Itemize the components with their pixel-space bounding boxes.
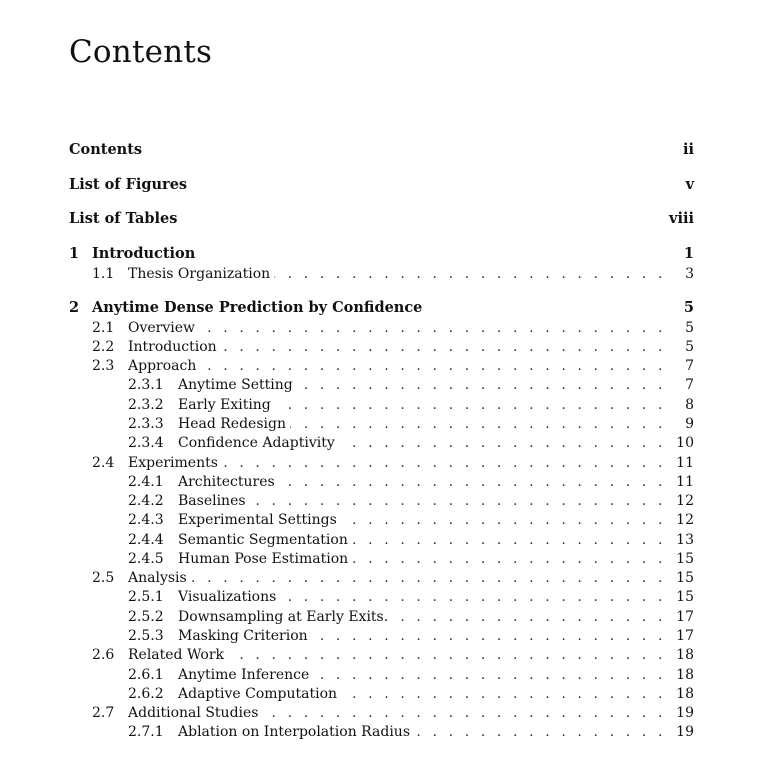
toc-page-number: viii: [669, 210, 694, 227]
page-title: Contents: [69, 34, 213, 70]
toc-leader-dots: [339, 433, 666, 453]
toc-leader-dots: [313, 665, 666, 685]
toc-number: 2.4.3: [128, 512, 164, 528]
toc-label: Anytime Dense Prediction by Confidence: [92, 299, 423, 316]
toc-number: 2.3.2: [128, 397, 164, 413]
toc-label: Baselines: [178, 493, 246, 509]
toc-leader-dots: [312, 626, 666, 646]
toc-page-number: 12: [676, 512, 694, 528]
toc-page-number: 18: [676, 667, 694, 683]
toc-page-number: 15: [676, 570, 694, 586]
toc-page-number: 12: [676, 493, 694, 509]
toc-number: 2.5: [92, 570, 115, 586]
toc-leader-dots: [297, 375, 666, 395]
toc-page-number: 17: [676, 628, 694, 644]
toc-page-number: 19: [676, 705, 694, 721]
toc-page-number: 18: [676, 686, 694, 702]
toc-entry[interactable]: [69, 318, 694, 338]
toc-leader-dots: [275, 395, 666, 415]
toc-page-number: 5: [685, 320, 694, 336]
toc-label: Experimental Settings: [178, 512, 337, 528]
toc-number: 2.1: [92, 320, 115, 336]
toc-page-number: 11: [676, 455, 694, 471]
toc-entry[interactable]: [69, 530, 694, 550]
toc-number: 1.1: [92, 266, 115, 282]
toc-page-number: 17: [676, 609, 694, 625]
toc-entry[interactable]: [69, 684, 694, 704]
toc-front-contents[interactable]: [69, 140, 694, 160]
toc-entry[interactable]: [69, 414, 694, 434]
toc-page-number: 11: [676, 474, 694, 490]
toc-page-number: 5: [685, 339, 694, 355]
toc-number: 2.6.2: [128, 686, 164, 702]
toc-leader-dots: [280, 587, 666, 607]
toc-number: 2: [69, 299, 80, 316]
toc-leader-dots: [222, 453, 666, 473]
toc-label: Additional Studies: [128, 705, 259, 721]
toc-number: 2.6: [92, 647, 115, 663]
toc-number: 2.3.1: [128, 377, 164, 393]
toc-entry[interactable]: [69, 375, 694, 395]
toc-leader-dots: [392, 607, 666, 627]
toc-entry[interactable]: [69, 722, 694, 742]
toc-page-number: 7: [685, 377, 694, 393]
toc-number: 2.4.5: [128, 551, 164, 567]
toc-label: Thesis Organization: [128, 266, 271, 282]
toc-entry[interactable]: [69, 568, 694, 588]
toc-number: 2.3.3: [128, 416, 164, 432]
toc-label: Adaptive Computation: [178, 686, 338, 702]
toc-entry[interactable]: [69, 491, 694, 511]
toc-leader-dots: [274, 264, 666, 284]
toc-entry[interactable]: [69, 510, 694, 530]
toc-entry[interactable]: [69, 626, 694, 646]
toc-label: Ablation on Interpolation Radius: [178, 724, 411, 740]
toc-front-list-of-tables[interactable]: [69, 209, 694, 229]
toc-page-number: ii: [682, 141, 694, 158]
toc-chapter-2[interactable]: [69, 298, 694, 318]
toc-entry[interactable]: [69, 587, 694, 607]
toc-number: 2.4.1: [128, 474, 164, 490]
toc-page-number: 18: [676, 647, 694, 663]
toc-number: 2.4.4: [128, 532, 164, 548]
toc-number: 2.6.1: [128, 667, 164, 683]
toc-label: Analysis: [128, 570, 187, 586]
toc-label: Visualizations: [178, 589, 277, 605]
toc-label: Downsampling at Early Exits.: [178, 609, 389, 625]
toc-leader-dots: [352, 530, 666, 550]
toc-label: List of Figures: [69, 176, 188, 193]
toc-page-number: 13: [676, 532, 694, 548]
toc-number: 2.3: [92, 358, 115, 374]
toc-number: 2.4: [92, 455, 115, 471]
toc-leader-dots: [200, 356, 666, 376]
toc-entry[interactable]: [69, 703, 694, 723]
toc-label: Experiments: [128, 455, 218, 471]
toc-entry[interactable]: [69, 472, 694, 492]
toc-page-number: v: [685, 176, 694, 193]
toc-leader-dots: [341, 684, 666, 704]
toc-label: Confidence Adaptivity: [178, 435, 335, 451]
toc-number: 2.3.4: [128, 435, 164, 451]
toc-label: Introduction: [92, 245, 196, 262]
toc-page-number: 19: [676, 724, 694, 740]
toc-number: 2.7: [92, 705, 115, 721]
toc-entry[interactable]: [69, 453, 694, 473]
toc-leader-dots: [221, 337, 666, 357]
toc-label: Introduction: [128, 339, 217, 355]
toc-leader-dots: [279, 472, 666, 492]
toc-leader-dots: [199, 318, 666, 338]
toc-page-number: 10: [676, 435, 694, 451]
toc-leader-dots: [191, 568, 666, 588]
toc-page-number: 7: [685, 358, 694, 374]
toc-page-number: 15: [676, 589, 694, 605]
toc-entry[interactable]: [69, 356, 694, 376]
toc-page-number: 1: [683, 245, 694, 262]
toc-entry[interactable]: [69, 645, 694, 665]
toc-entry[interactable]: [69, 337, 694, 357]
toc-entry[interactable]: [69, 549, 694, 569]
toc-number: 2.5.3: [128, 628, 164, 644]
toc-label: Masking Criterion: [178, 628, 308, 644]
toc-front-list-of-figures[interactable]: [69, 175, 694, 195]
toc-entry[interactable]: [69, 607, 694, 627]
toc-number: 2.5.1: [128, 589, 164, 605]
toc-page-number: 9: [685, 416, 694, 432]
toc-page-number: 8: [685, 397, 694, 413]
toc-number: 2.4.2: [128, 493, 164, 509]
toc-entry[interactable]: [69, 433, 694, 453]
toc-label: Early Exiting: [178, 397, 271, 413]
toc-label: List of Tables: [69, 210, 178, 227]
toc-leader-dots: [228, 645, 666, 665]
toc-label: Head Redesign: [178, 416, 286, 432]
toc-number: 2.2: [92, 339, 115, 355]
toc-number: 1: [69, 245, 80, 262]
toc-number: 2.5.2: [128, 609, 164, 625]
toc-entry[interactable]: [69, 395, 694, 415]
toc-label: Architectures: [178, 474, 275, 490]
toc-label: Anytime Setting: [178, 377, 293, 393]
toc-page-number: 15: [676, 551, 694, 567]
toc-chapter-1[interactable]: [69, 244, 694, 264]
toc-label: Overview: [128, 320, 196, 336]
toc-number: 2.7.1: [128, 724, 164, 740]
toc-leader-dots: [290, 414, 666, 434]
toc-entry[interactable]: [69, 665, 694, 685]
toc-page-number: 5: [683, 299, 694, 316]
toc-label: Contents: [69, 141, 143, 158]
toc-leader-dots: [250, 491, 666, 511]
toc-page-number: 3: [685, 266, 694, 282]
toc-label: Anytime Inference: [178, 667, 310, 683]
toc-leader-dots: [352, 549, 666, 569]
toc-label: Human Pose Estimation: [178, 551, 349, 567]
toc-label: Related Work: [128, 647, 225, 663]
toc-entry[interactable]: [69, 264, 694, 284]
toc-leader-dots: [262, 703, 666, 723]
toc-label: Semantic Segmentation: [178, 532, 348, 548]
toc-label: Approach: [128, 358, 197, 374]
toc-leader-dots: [414, 722, 666, 742]
toc-leader-dots: [341, 510, 666, 530]
